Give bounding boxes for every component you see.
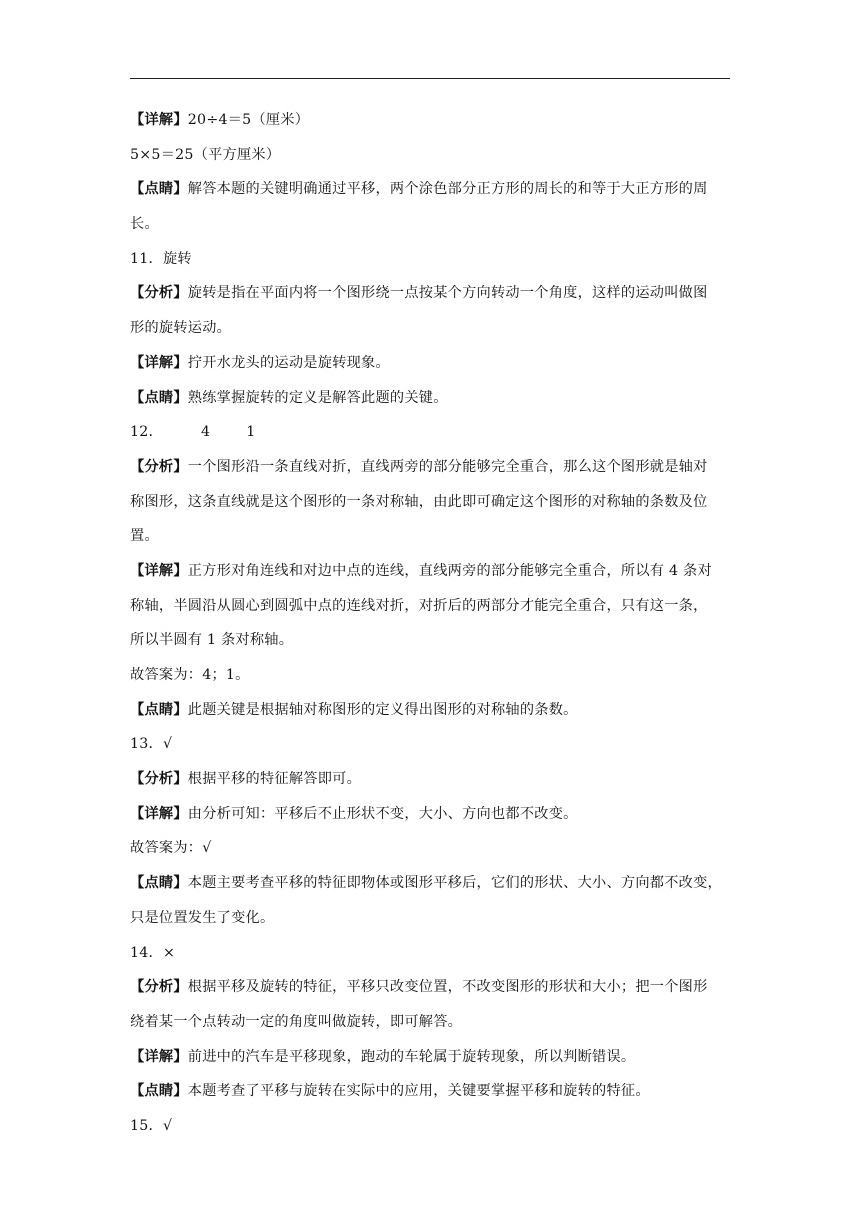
question-number [130, 936, 732, 971]
text-line [130, 762, 732, 797]
line-text: 12． [130, 424, 163, 441]
line-text: 长。 [130, 216, 159, 233]
text-line [130, 1040, 732, 1075]
question-number [130, 415, 732, 450]
section-tag: 【点睛】 [130, 875, 188, 892]
text-line [130, 450, 732, 485]
text-line [130, 901, 732, 936]
section-tag: 【点睛】 [130, 389, 188, 406]
line-text: 旋转是指在平面内将一个图形绕一点按某个方向转动一个角度，这样的运动叫做图 [187, 285, 708, 302]
section-tag: 【分析】 [130, 285, 188, 302]
line-text: 本题考查了平移与旋转在实际中的应用，关键要掌握平移和旋转的特征。 [187, 1083, 650, 1100]
answer-value: 4 [201, 424, 211, 441]
question-number [130, 242, 732, 277]
text-line [130, 485, 732, 520]
text-line [130, 693, 732, 728]
text-line [130, 623, 732, 658]
line-text: 本题主要考查平移的特征即物体或图形平移后，它们的形状、大小、方向都不改变， [187, 875, 722, 892]
line-text: 正方形对角连线和对边中点的连线，直线两旁的部分能够完全重合，所以有 4 条对 [187, 562, 712, 579]
line-text: 此题关键是根据轴对称图形的定义得出图形的对称轴的条数。 [187, 701, 578, 718]
section-tag: 【详解】 [130, 805, 188, 822]
text-line [130, 207, 732, 242]
line-text: 熟练掌握旋转的定义是解答此题的关键。 [187, 389, 448, 406]
line-text: 绕着某一个点转动一定的角度叫做旋转，即可解答。 [130, 1013, 463, 1030]
text-line [130, 831, 732, 866]
text-line [130, 276, 732, 311]
section-tag: 【详解】 [130, 1048, 188, 1065]
text-line [130, 138, 732, 173]
text-line [130, 1005, 732, 1040]
line-text: 解答本题的关键明确通过平移，两个涂色部分正方形的周长的和等于大正方形的周 [187, 181, 708, 198]
text-line [130, 346, 732, 381]
line-text: 故答案为：√ [130, 840, 212, 857]
section-tag: 【分析】 [130, 458, 188, 475]
text-line [130, 381, 732, 416]
section-tag: 【点睛】 [130, 1083, 188, 1100]
line-text: 由分析可知：平移后不止形状不变，大小、方向也都不改变。 [187, 805, 578, 822]
text-line [130, 1074, 732, 1109]
text-line [130, 519, 732, 554]
text-line [130, 866, 732, 901]
text-line [130, 797, 732, 832]
section-tag: 【点睛】 [130, 701, 188, 718]
line-text: 13．√ [130, 736, 173, 753]
answer-value: 1 [246, 424, 256, 441]
line-text: 所以半圆有 1 条对称轴。 [130, 632, 294, 649]
line-text: 15．√ [130, 1117, 173, 1134]
header-rule [130, 78, 730, 79]
text-line [130, 658, 732, 693]
section-tag: 【点睛】 [130, 181, 188, 198]
line-text: 14．× [130, 944, 176, 961]
line-text: 只是位置发生了变化。 [130, 909, 275, 926]
line-text: 5×5＝25（平方厘米） [130, 146, 281, 163]
question-number [130, 727, 732, 762]
section-tag: 【详解】 [130, 562, 188, 579]
line-text: 称轴，半圆沿从圆心到圆弧中点的连线对折，对折后的两部分才能完全重合，只有这一条， [130, 597, 708, 614]
line-text: 置。 [130, 528, 159, 545]
line-text: 根据平移及旋转的特征，平移只改变位置，不改变图形的形状和大小；把一个图形 [187, 979, 708, 996]
line-text: 11．旋转 [130, 250, 192, 267]
section-tag: 【分析】 [130, 979, 188, 996]
text-line [130, 554, 732, 589]
line-text: 前进中的汽车是平移现象，跑动的车轮属于旋转现象，所以判断错误。 [187, 1048, 636, 1065]
line-text: 20÷4＝5（厘米） [187, 112, 310, 128]
line-text: 称图形，这条直线就是这个图形的一条对称轴，由此即可确定这个图形的对称轴的条数及位 [130, 493, 708, 510]
text-line [130, 970, 732, 1005]
section-tag: 【详解】 [130, 112, 188, 128]
text-line [130, 172, 732, 207]
text-line [130, 311, 732, 346]
line-text: 形的旋转运动。 [130, 320, 232, 337]
section-tag: 【详解】 [130, 354, 188, 371]
line-text: 故答案为：4；1。 [130, 667, 250, 683]
text-line [130, 103, 732, 138]
line-text: 根据平移的特征解答即可。 [187, 771, 362, 788]
section-tag: 【分析】 [130, 771, 188, 788]
line-text: 一个图形沿一条直线对折，直线两旁的部分能够完全重合，那么这个图形就是轴对 [187, 458, 708, 475]
text-line [130, 589, 732, 624]
question-number [130, 1109, 732, 1144]
line-text: 拧开水龙头的运动是旋转现象。 [187, 354, 390, 371]
answer-content [130, 103, 732, 1144]
